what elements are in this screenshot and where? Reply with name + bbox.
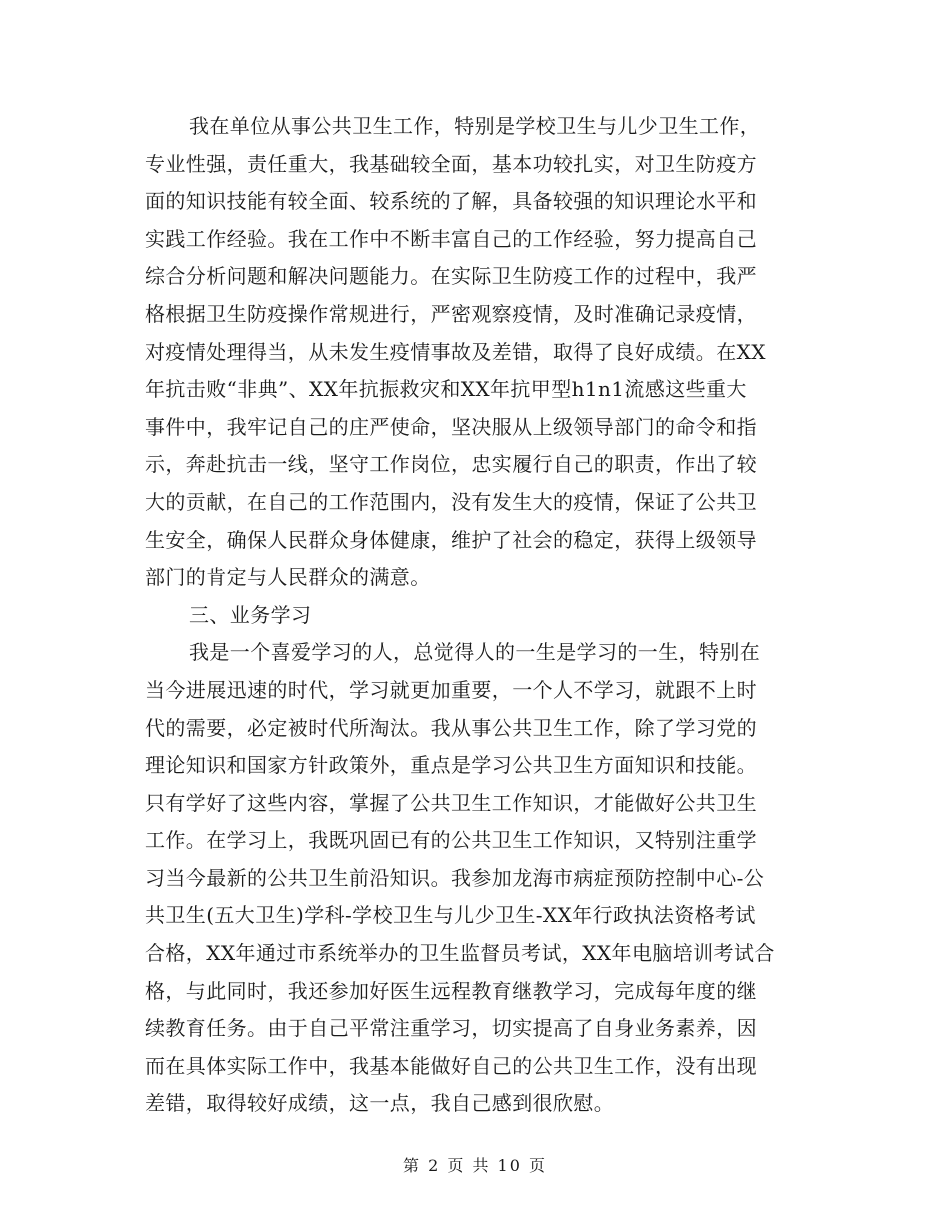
- paragraph-line: 面的知识技能有较全面、较系统的了解，具备较强的知识理论水平和: [145, 189, 757, 214]
- paragraph-line: 部门的肯定与人民群众的满意。: [145, 565, 431, 590]
- paragraph-line: 实践工作经验。我在工作中不断丰富自己的工作经验，努力提高自己: [145, 226, 757, 251]
- paragraph-line: 续教育任务。由于自己平常注重学习，切实提高了自身业务素养，因: [145, 1016, 757, 1041]
- paragraph-line: 工作。在学习上，我既巩固已有的公共卫生工作知识，又特别注重学: [145, 828, 757, 853]
- paragraph-line: 当今进展迅速的时代，学习就更加重要，一个人不学习，就跟不上时: [145, 677, 757, 702]
- paragraph-line: 我在单位从事公共卫生工作，特别是学校卫生与儿少卫生工作，: [189, 114, 761, 138]
- paragraph-line: 综合分析问题和解决问题能力。在实际卫生防疫工作的过程中，我严: [145, 264, 757, 289]
- paragraph-line: 事件中，我牢记自己的庄严使命，坚决服从上级领导部门的命令和指: [145, 414, 757, 439]
- paragraph-line: 我是一个喜爱学习的人，总觉得人的一生是学习的一生，特别在: [189, 640, 761, 665]
- paragraph-line: 代的需要，必定被时代所淘汰。我从事公共卫生工作，除了学习党的: [145, 715, 757, 740]
- body-text: [145, 108, 805, 1123]
- paragraph-line: 共卫生(五大卫生)学科-学校卫生与儿少卫生-XX年行政执法资格考试: [145, 903, 756, 928]
- paragraph-line: 差错，取得较好成绩，这一点，我自己感到很欣慰。: [145, 1091, 615, 1116]
- section-heading: 三、业务学习: [189, 602, 312, 627]
- paragraph-line: 格，与此同时，我还参加好医生远程教育继教学习，完成每年度的继: [145, 978, 757, 1003]
- paragraph-line: 示，奔赴抗击一线，坚守工作岗位，忠实履行自己的职责，作出了较: [145, 452, 757, 477]
- paragraph-line: 生安全，确保人民群众身体健康，维护了社会的稳定，获得上级领导: [145, 527, 757, 552]
- paragraph-line: 格根据卫生防疫操作常规进行，严密观察疫情，及时准确记录疫情，: [145, 301, 757, 326]
- paragraph-line: 年抗击败“非典”、XX年抗振救灾和XX年抗甲型h1n1流感这些重大: [145, 377, 747, 402]
- paragraph-line: 只有学好了这些内容，掌握了公共卫生工作知识，才能做好公共卫生: [145, 790, 757, 815]
- page-number: 第 2 页 共 10 页: [403, 1156, 547, 1175]
- paragraph-line: 合格，XX年通过市系统举办的卫生监督员考试，XX年电脑培训考试合: [145, 941, 775, 966]
- paragraph-line: 对疫情处理得当，从未发生疫情事故及差错，取得了良好成绩。在XX: [145, 339, 766, 364]
- paragraph-line: 专业性强，责任重大，我基础较全面，基本功较扎实，对卫生防疫方: [145, 151, 757, 176]
- paragraph-line: 习当今最新的公共卫生前沿知识。我参加龙海市病症预防控制中心-公: [145, 865, 765, 890]
- paragraph-line: 而在具体实际工作中，我基本能做好自己的公共卫生工作，没有出现: [145, 1053, 757, 1078]
- paragraph-line: 大的贡献，在自己的工作范围内，没有发生大的疫情，保证了公共卫: [145, 489, 757, 514]
- paragraph-line: 理论知识和国家方针政策外，重点是学习公共卫生方面知识和技能。: [145, 753, 757, 778]
